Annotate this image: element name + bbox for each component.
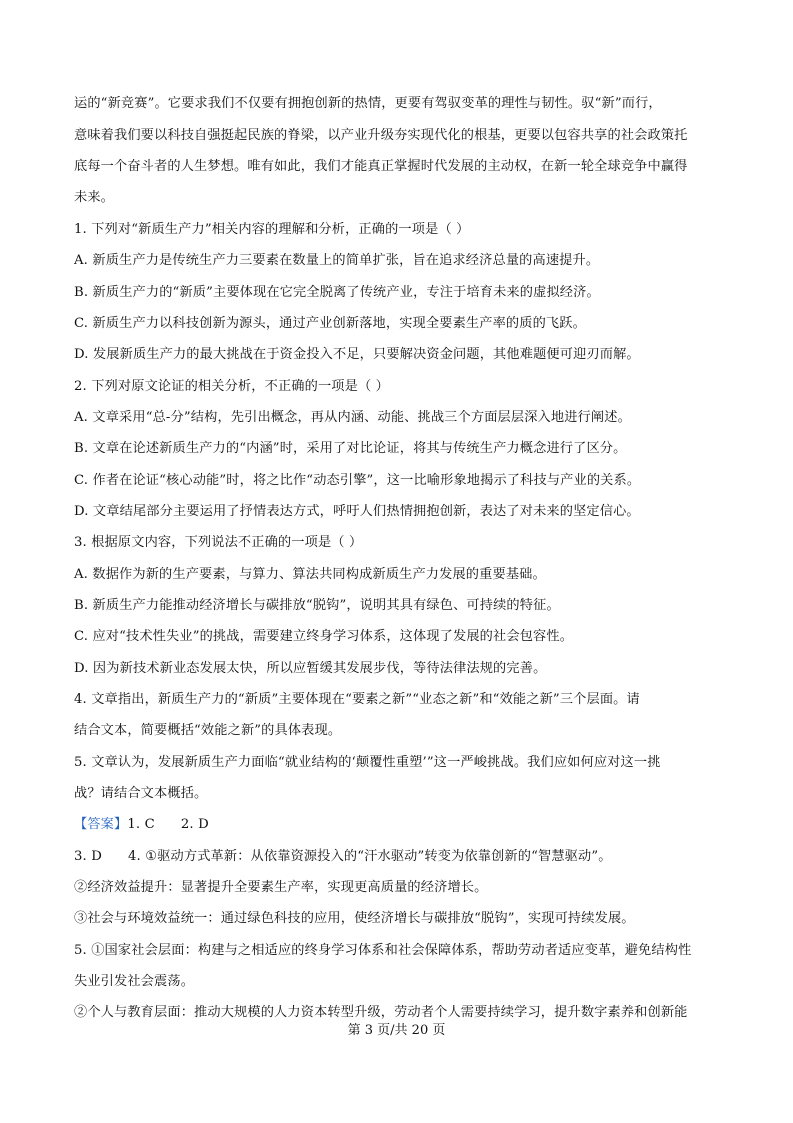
answer-line: 失业引发社会震荡。	[74, 974, 195, 989]
text-line: 底每一个奋斗者的人生梦想。唯有如此，我们才能真正掌握时代发展的主动权，在新一轮全球竞争中赢得	[74, 159, 688, 174]
answer-line: ②经济效益提升：显著提升全要素生产率，实现更高质量的经济增长。	[74, 880, 488, 895]
question-4: 4. 文章指出，新质生产力的“新质”主要体现在“要素之新”“业态之新”和“效能之新”三个层面。请	[74, 692, 640, 707]
q2-option-c: C. 作者在论证“核心动能”时，将之比作“动态引擎”，这一比喻形象地揭示了科技与产业的关系。	[74, 473, 641, 488]
q2-option-d: D. 文章结尾部分主要运用了抒情表达方式，呼吁人们热情拥抱创新，表达了对未来的坚定信心。	[74, 504, 640, 519]
answer-line: ②个人与教育层面：推动大规模的人力资本转型升级，劳动者个人需要持续学习，提升数字素养和创新能	[74, 1005, 688, 1020]
q1-option-d: D. 发展新质生产力的最大挑战在于资金投入不足，只要解决资金问题，其他难题便可迎刃而解。	[74, 347, 640, 362]
text-line: 运的“新竞赛”。它要求我们不仅要有拥抱创新的热情，更要有驾驭变革的理性与韧性。驭“新”而行，	[74, 96, 662, 111]
text-line: 未来。	[74, 190, 115, 205]
q1-option-a: A. 新质生产力是传统生产力三要素在数量上的简单扩张，旨在追求经济总量的高速提升。	[74, 253, 600, 268]
q3-option-a: A. 数据作为新的生产要素，与算力、算法共同构成新质生产力发展的重要基础。	[74, 567, 546, 582]
answer-tag: 【答案】	[74, 817, 128, 832]
text-line: 意味着我们要以科技自强挺起民族的脊梁，以产业升级夯实现代化的根基，更要以包容共享的社会政策托	[74, 128, 688, 143]
page-footer: 第 3 页/共 20 页	[347, 1023, 446, 1038]
q3-option-c: C. 应对“技术性失业”的挑战，需要建立终身学习体系，这体现了发展的社会包容性。	[74, 629, 574, 644]
q2-option-a: A. 文章采用“总-分”结构，先引出概念，再从内涵、动能、挑战三个方面层层深入地进行阐述。	[74, 410, 631, 425]
question-5: 5. 文章认为，发展新质生产力面临“就业结构的‘颠覆性重塑’”这一严峻挑战。我们应如何应对这一挑	[74, 755, 661, 770]
answer-text: 1. C 2. D	[127, 817, 209, 832]
q2-option-b: B. 文章在论述新质生产力的“内涵”时，采用了对比论证，将其与传统生产力概念进行了区分。	[74, 441, 627, 456]
q3-option-b: B. 新质生产力能推动经济增长与碳排放“脱钩”，说明其具有绿色、可持续的特征。	[74, 598, 560, 613]
q3-option-d: D. 因为新技术新业态发展太快，所以应暂缓其发展步伐，等待法律法规的完善。	[74, 661, 547, 676]
q1-option-c: C. 新质生产力以科技创新为源头，通过产业创新落地，实现全要素生产率的质的飞跃。	[74, 316, 586, 331]
answer-line: 3. D 4. ①驱动方式革新：从依靠资源投入的“汗水驱动”转变为依靠创新的“智慧驱动”。	[74, 849, 612, 864]
question-2: 2. 下列对原文论证的相关分析，不正确的一项是（ ）	[74, 379, 389, 394]
question-3: 3. 根据原文内容，下列说法不正确的一项是（ ）	[74, 535, 363, 550]
answer-line: 5. ①国家社会层面：构建与之相适应的终身学习体系和社会保障体系，帮助劳动者适应变革，避免结构性	[74, 943, 692, 958]
text-line: 结合文本，简要概括“效能之新”的具体表现。	[74, 723, 342, 738]
text-line: 战？请结合文本概括。	[74, 786, 208, 801]
q1-option-b: B. 新质生产力的“新质”主要体现在它完全脱离了传统产业，专注于培育未来的虚拟经济。	[74, 285, 600, 300]
answer-line	[74, 815, 724, 835]
question-1: 1. 下列对“新质生产力”相关内容的理解和分析，正确的一项是（ ）	[74, 222, 470, 237]
answer-line: ③社会与环境效益统一：通过绿色科技的应用，使经济增长与碳排放“脱钩”，实现可持续发展。	[74, 911, 635, 926]
